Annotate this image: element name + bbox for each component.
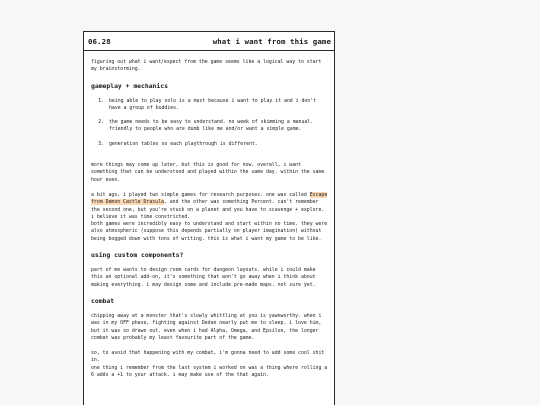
document-page (83, 31, 335, 405)
combat-text-remember: one thing i remember from the last system i worked on was a thing where rolling a 6 adds a +1 to your attack. i may make use of the that again. (91, 364, 328, 379)
list-item: 2. the game needs to be easy to understand. no week of skimming a manual. friendly to people who are dumb like me and/or want a simple game. (107, 119, 328, 134)
intro-paragraph: figuring out what i want/expect from the game seems like a logical way to start my brainstorming. (91, 59, 322, 73)
paragraph-combat-2 (91, 350, 328, 379)
paragraph-combat-1: chipping away at a monster that's slowly whittling at you is yawnworthy. when i was in my OFF phase, fighting against Dedan nearly put me to sleep. i love him, but it was so drawn out. even when i had Alpha, Omega, and Epsilon, the longer combat was probably my least favourite part of the game. (91, 312, 322, 341)
paragraph-research (91, 192, 328, 243)
list-item: 3. generation tables so each playthrough is different. (107, 141, 328, 148)
section-heading-combat: combat (91, 296, 115, 305)
list-item: 1. being able to play solo is a must because i want to play it and i don't have a group of buddies. (107, 98, 328, 113)
highlighted-game-title: Escape from Demon Castle Dracula (91, 191, 328, 206)
section-heading-components: using custom components? (91, 251, 184, 260)
requirements-list (91, 98, 328, 148)
page-title: what i want from this game (212, 36, 331, 46)
paragraph-overall: more things may come up later, but this is good for now. overall, i want something that can be understood and played within the same day. within the same hour even. (91, 162, 325, 183)
research-text-followup: both games were incredibly easy to understand and start within no time. they were also atmospheric (suppose this depends partially on player imagination) without being bogged down with tons of writing. this is what i want my game to be like. (91, 221, 328, 242)
research-text-end: , and the other was something Percent. can't remember the second one, but you're stuck on a planet and you have to scavenge + explore. i believe it was time constricted. (91, 199, 325, 220)
section-heading-gameplay: gameplay + mechanics (91, 81, 168, 90)
combat-text-avoid: so, to avoid that happening with my combat, i'm gonna need to add some cool shit in. (91, 350, 325, 364)
page-header (84, 32, 334, 51)
page-date: 06.28 (88, 36, 111, 46)
paragraph-components: part of me wants to design room cards for dungeon layouts. while i could make this an optional add-on, it's something that won't go away when i think about making everything. i may design some and include pre-made maps. not sure yet. (91, 267, 316, 288)
page-content (91, 59, 328, 387)
research-text-start: a bit ago, i played two simple games for research purposes. one was called (91, 191, 307, 198)
